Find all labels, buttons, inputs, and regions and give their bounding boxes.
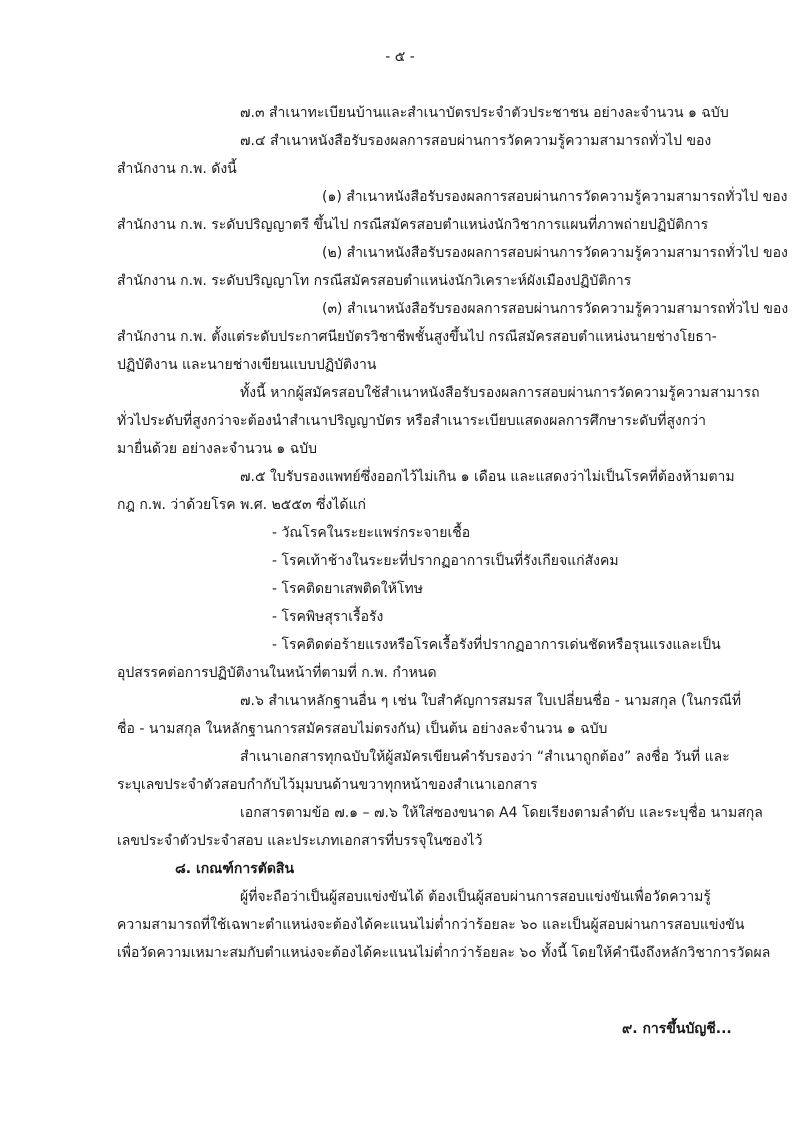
paragraph-line: สำนักงาน ก.พ. ระดับปริญญาตรี ขึ้นไป กรณีสมัครสอบตำแหน่งนักวิชาการแผนที่ภาพถ่ายปฏิบัติการ [117, 217, 709, 233]
paragraph-line: เพื่อวัดความเหมาะสมกับตำแหน่งจะต้องได้คะแนนไม่ต่ำกว่าร้อยละ ๖๐ ทั้งนี้ โดยให้คำนึงถึงหลักวิชาการวัดผล [117, 945, 771, 961]
section-7-5: ๗.๕ ใบรับรองแพทย์ซึ่งออกไว้ไม่เกิน ๑ เดือน และแสดงว่าไม่เป็นโรคที่ต้องห้ามตาม [240, 469, 735, 485]
envelope-paragraph: เอกสารตามข้อ ๗.๑ – ๗.๖ ให้ใส่ซองขนาด A4 โดยเรียงตามลำดับ และระบุชื่อ นามสกุล [240, 805, 763, 821]
certification-paragraph: สำเนาเอกสารทุกฉบับให้ผู้สมัครเขียนคำรับรองว่า “สำเนาถูกต้อง” ลงชื่อ วันที่ และ [240, 749, 730, 765]
subitem-2: (๒) สำเนาหนังสือรับรองผลการสอบผ่านการวัดความรู้ความสามารถทั่วไป ของ [322, 245, 788, 261]
criteria-paragraph: ผู้ที่จะถือว่าเป็นผู้สอบแข่งขันได้ ต้องเป็นผู้สอบผ่านการสอบแข่งขันเพื่อวัดความรู้ [240, 889, 711, 905]
page-number: - ๕ - [385, 49, 415, 65]
subitem-3: (๓) สำเนาหนังสือรับรองผลการสอบผ่านการวัดความรู้ความสามารถทั่วไป ของ [322, 301, 789, 317]
paragraph-line: มายื่นด้วย อย่างละจำนวน ๑ ฉบับ [117, 441, 318, 457]
paragraph-line: สำนักงาน ก.พ. ระดับปริญญาโท กรณีสมัครสอบตำแหน่งนักวิเคราะห์ผังเมืองปฏิบัติการ [117, 273, 632, 289]
paragraph-line: สำนักงาน ก.พ. ตั้งแต่ระดับประกาศนียบัตรวิชาชีพชั้นสูงขึ้นไป กรณีสมัครสอบตำแหน่งนายช่างโยธา- [117, 329, 717, 345]
disease-list-item: - โรคเท้าช้างในระยะที่ปรากฏอาการเป็นที่รังเกียจแก่สังคม [272, 553, 619, 569]
section-8-heading: ๘. เกณฑ์การตัดสิน [175, 861, 295, 877]
paragraph-line: เลขประจำตัวประจำสอบ และประเภทเอกสารที่บรรจุในซองไว้ [117, 833, 483, 849]
disease-list-item: - โรคติดยาเสพติดให้โทษ [272, 581, 423, 597]
paragraph-line: ระบุเลขประจำตัวสอบกำกับไว้มุมบนด้านขวาทุกหน้าของสำเนาเอกสาร [117, 777, 538, 793]
continuation-footer: ๙. การขึ้นบัญชี... [622, 1021, 732, 1037]
subitem-1: (๑) สำเนาหนังสือรับรองผลการสอบผ่านการวัดความรู้ความสามารถทั่วไป ของ [322, 189, 788, 205]
paragraph-line: สำนักงาน ก.พ. ดังนี้ [117, 161, 237, 177]
paragraph-line: ทั่วไประดับที่สูงกว่าจะต้องนำสำเนาปริญญาบัตร หรือสำเนาระเบียบแสดงผลการศึกษาระดับที่สูงกว่า [117, 413, 707, 429]
paragraph-line: ความสามารถที่ใช้เฉพาะตำแหน่งจะต้องได้คะแนนไม่ต่ำกว่าร้อยละ ๖๐ และเป็นผู้สอบผ่านการสอบแข่งขัน [117, 917, 745, 933]
paragraph-line: ชื่อ - นามสกุล ในหลักฐานการสมัครสอบไม่ตรงกัน) เป็นต้น อย่างละจำนวน ๑ ฉบับ [117, 721, 608, 737]
disease-list-item: - วัณโรคในระยะแพร่กระจายเชื้อ [272, 525, 471, 541]
disease-list-item: - โรคติดต่อร้ายแรงหรือโรคเรื้อรังที่ปรากฏอาการเด่นชัดหรือรุนแรงและเป็น [272, 637, 721, 653]
paragraph-line: ปฏิบัติงาน และนายช่างเขียนแบบปฏิบัติงาน [117, 357, 377, 373]
paragraph-line: อุปสรรคต่อการปฏิบัติงานในหน้าที่ตามที่ ก.พ. กำหนด [117, 665, 437, 681]
section-7-4: ๗.๔ สำเนาหนังสือรับรองผลการสอบผ่านการวัดความรู้ความสามารถทั่วไป ของ [240, 133, 712, 149]
section-7-6: ๗.๖ สำเนาหลักฐานอื่น ๆ เช่น ใบสำคัญการสมรส ใบเปลี่ยนชื่อ - นามสกุล (ในกรณีที่ [240, 693, 742, 709]
note-paragraph: ทั้งนี้ หากผู้สมัครสอบใช้สำเนาหนังสือรับรองผลการสอบผ่านการวัดความรู้ความสามารถ [240, 385, 760, 401]
disease-list-item: - โรคพิษสุราเรื้อรัง [272, 609, 384, 625]
paragraph-line: กฎ ก.พ. ว่าด้วยโรค พ.ศ. ๒๕๕๓ ซึ่งได้แก่ [117, 497, 366, 513]
section-7-3: ๗.๓ สำเนาทะเบียนบ้านและสำเนาบัตรประจำตัวประชาชน อย่างละจำนวน ๑ ฉบับ [240, 105, 729, 121]
